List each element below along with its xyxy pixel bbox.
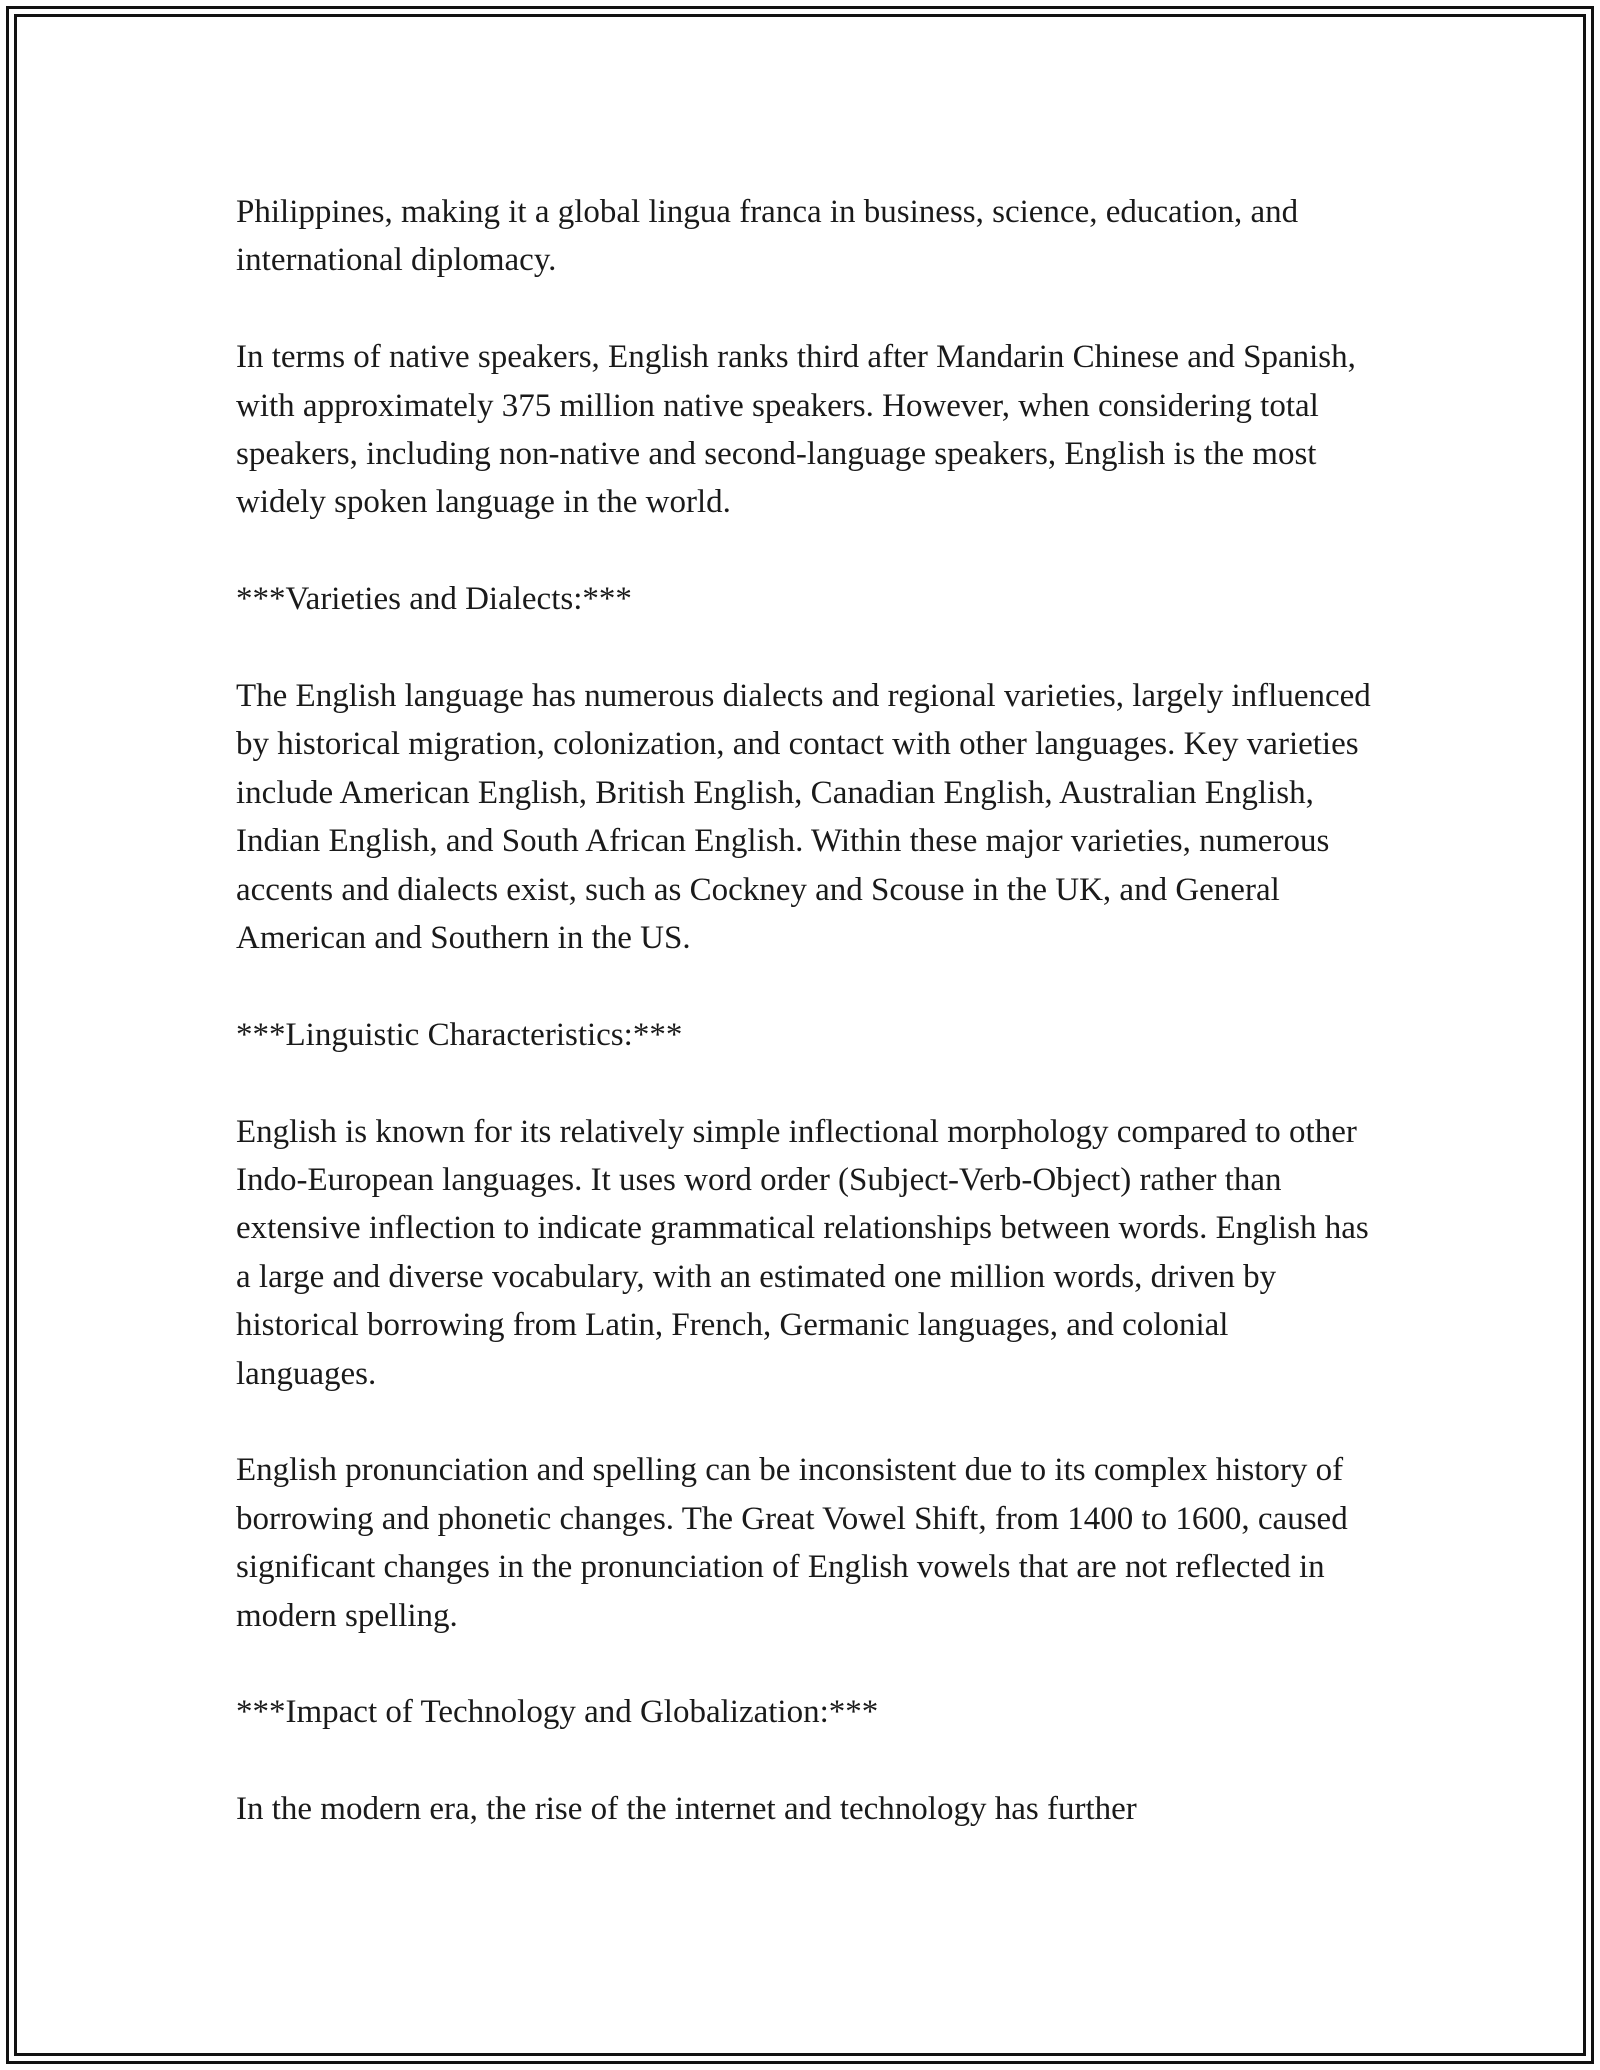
paragraph-continuation: Philippines, making it a global lingua franca in business, science, education, and international diplomacy. xyxy=(236,194,1299,279)
paragraph-morphology: English is known for its relatively simple inflectional morphology compared to other Indo-European languages. It uses word order (Subject-Verb-Object) rather than extensive inflection to indicate grammatical relationships between words. English has a large and diverse vocabulary, with an estimated one million words, driven by historical borrowing from Latin, French, Germanic languages, and colonial languages. xyxy=(236,1113,1369,1392)
paragraph-modern-era: In the modern era, the rise of the internet and technology has further xyxy=(236,1791,1137,1828)
heading-technology-globalization: ***Impact of Technology and Globalization:*** xyxy=(236,1694,879,1731)
paragraph-varieties: The English language has numerous dialects and regional varieties, largely influenced by historical migration, colonization, and contact with other languages. Key varieties include American English, British English, Canadian English, Australian English, Indian English, and South African English. Within these major varieties, numerous accents and dialects exist, such as Cockney and Scouse in the UK, and General American and Southern in the US. xyxy=(236,678,1371,957)
paragraph-native-speakers: In terms of native speakers, English ranks third after Mandarin Chinese and Spanish, with approximately 375 million native speakers. However, when considering total speakers, including non-native and second-language speakers, English is the most widely spoken language in the world. xyxy=(236,339,1356,521)
paragraph-pronunciation: English pronunciation and spelling can be inconsistent due to its complex history of borrowing and phonetic changes. The Great Vowel Shift, from 1400 to 1600, caused significant changes in the pronunciation of English vowels that are not reflected in modern spelling. xyxy=(236,1452,1348,1634)
heading-linguistic-characteristics: ***Linguistic Characteristics:*** xyxy=(236,1016,683,1053)
document-body xyxy=(236,188,1376,1834)
heading-varieties-dialects: ***Varieties and Dialects:*** xyxy=(236,581,632,618)
